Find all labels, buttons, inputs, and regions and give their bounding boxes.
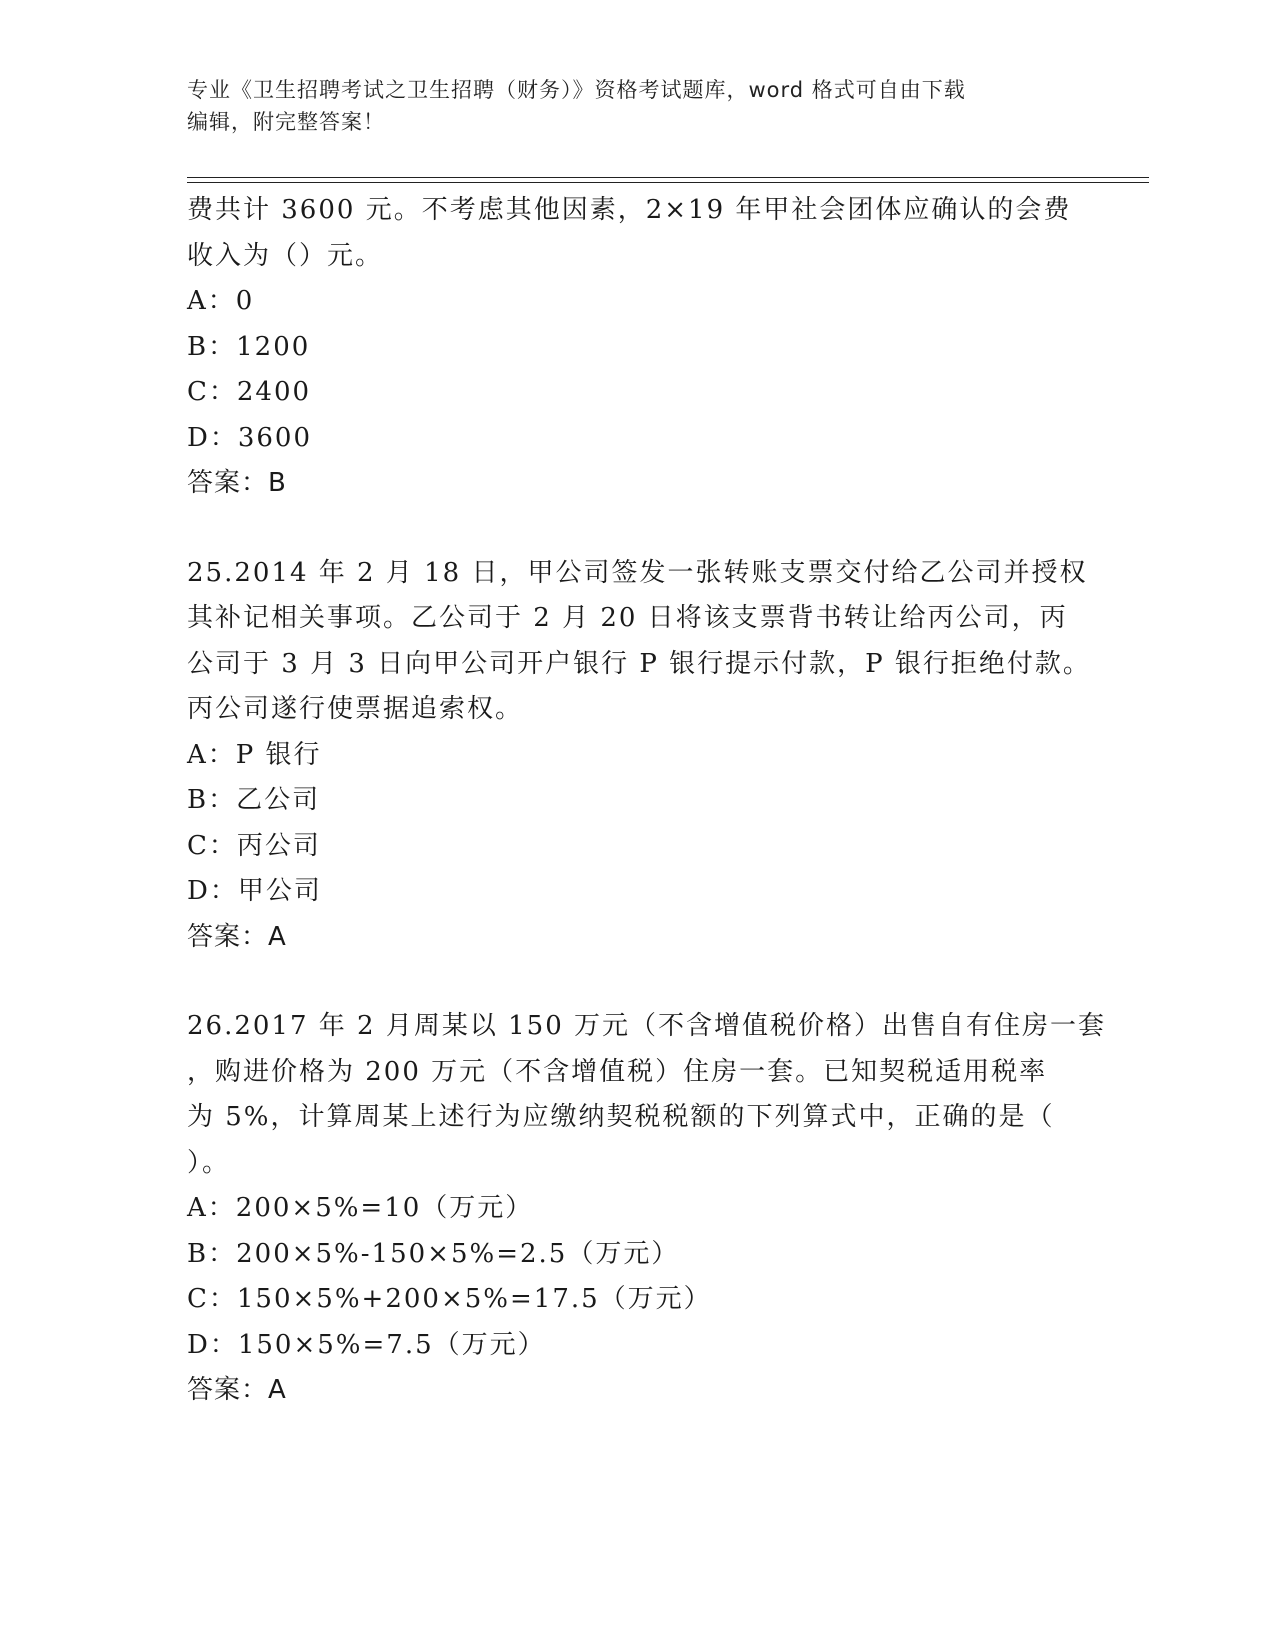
question-content bbox=[187, 188, 1107, 1414]
question-stem-line: 26.2017 年 2 月周某以 150 万元（不含增值税价格）出售自有住房一套 bbox=[187, 1011, 1107, 1041]
answer-label: 答案：A bbox=[187, 921, 287, 952]
option-c: C：2400 bbox=[187, 377, 312, 407]
question-stem-line: 收入为（）元。 bbox=[187, 240, 384, 271]
question-stem-line: 公司于 3 月 3 日向甲公司开户银行 P 银行提示付款，P 银行拒绝付款。 bbox=[187, 648, 1091, 679]
header-line-2: 编辑，附完整答案！ bbox=[187, 110, 385, 134]
option-a: A：0 bbox=[187, 286, 255, 316]
option-c: C：150×5%+200×5%=17.5（万元） bbox=[187, 1284, 712, 1314]
header-line-1: 专业《卫生招聘考试之卫生招聘（财务）》资格考试题库，word 格式可自由下载 bbox=[187, 78, 966, 102]
question-stem-line: 25.2014 年 2 月 18 日，甲公司签发一张转账支票交付给乙公司并授权 bbox=[187, 557, 1088, 588]
answer-label: 答案：B bbox=[187, 468, 287, 498]
spacer bbox=[187, 960, 1087, 1004]
option-a: A：200×5%=10（万元） bbox=[187, 1193, 534, 1223]
question-stem-line: ，购进价格为 200 万元（不含增值税）住房一套。已知契税适用税率 bbox=[187, 1056, 1048, 1087]
answer-label: 答案：A bbox=[187, 1375, 287, 1405]
option-d: D：3600 bbox=[187, 422, 313, 453]
document-header bbox=[187, 74, 1067, 138]
option-b: B：乙公司 bbox=[187, 785, 321, 815]
header-divider-bottom bbox=[187, 182, 1149, 183]
option-b: B：200×5%-150×5%=2.5（万元） bbox=[187, 1238, 680, 1269]
option-d: D：甲公司 bbox=[187, 876, 322, 906]
spacer bbox=[187, 507, 1087, 551]
question-stem-line: 丙公司遂行使票据追索权。 bbox=[187, 694, 524, 724]
option-a: A：P 银行 bbox=[187, 739, 322, 770]
option-d: D：150×5%=7.5（万元） bbox=[187, 1329, 546, 1360]
question-stem-line: 为 5%，计算周某上述行为应缴纳契税税额的下列算式中，正确的是（ bbox=[187, 1102, 1055, 1132]
question-stem-line: 费共计 3600 元。不考虑其他因素，2×19 年甲社会团体应确认的会费 bbox=[187, 195, 1072, 225]
question-stem-line: 其补记相关事项。乙公司于 2 月 20 日将该支票背书转让给丙公司，丙 bbox=[187, 603, 1068, 633]
option-c: C：丙公司 bbox=[187, 830, 321, 861]
question-26 bbox=[187, 1004, 1107, 1414]
option-b: B：1200 bbox=[187, 331, 311, 362]
question-stem-line: ）。 bbox=[187, 1147, 231, 1178]
header-divider-top bbox=[187, 177, 1149, 178]
question-24 bbox=[187, 188, 1087, 507]
question-25 bbox=[187, 551, 1091, 961]
